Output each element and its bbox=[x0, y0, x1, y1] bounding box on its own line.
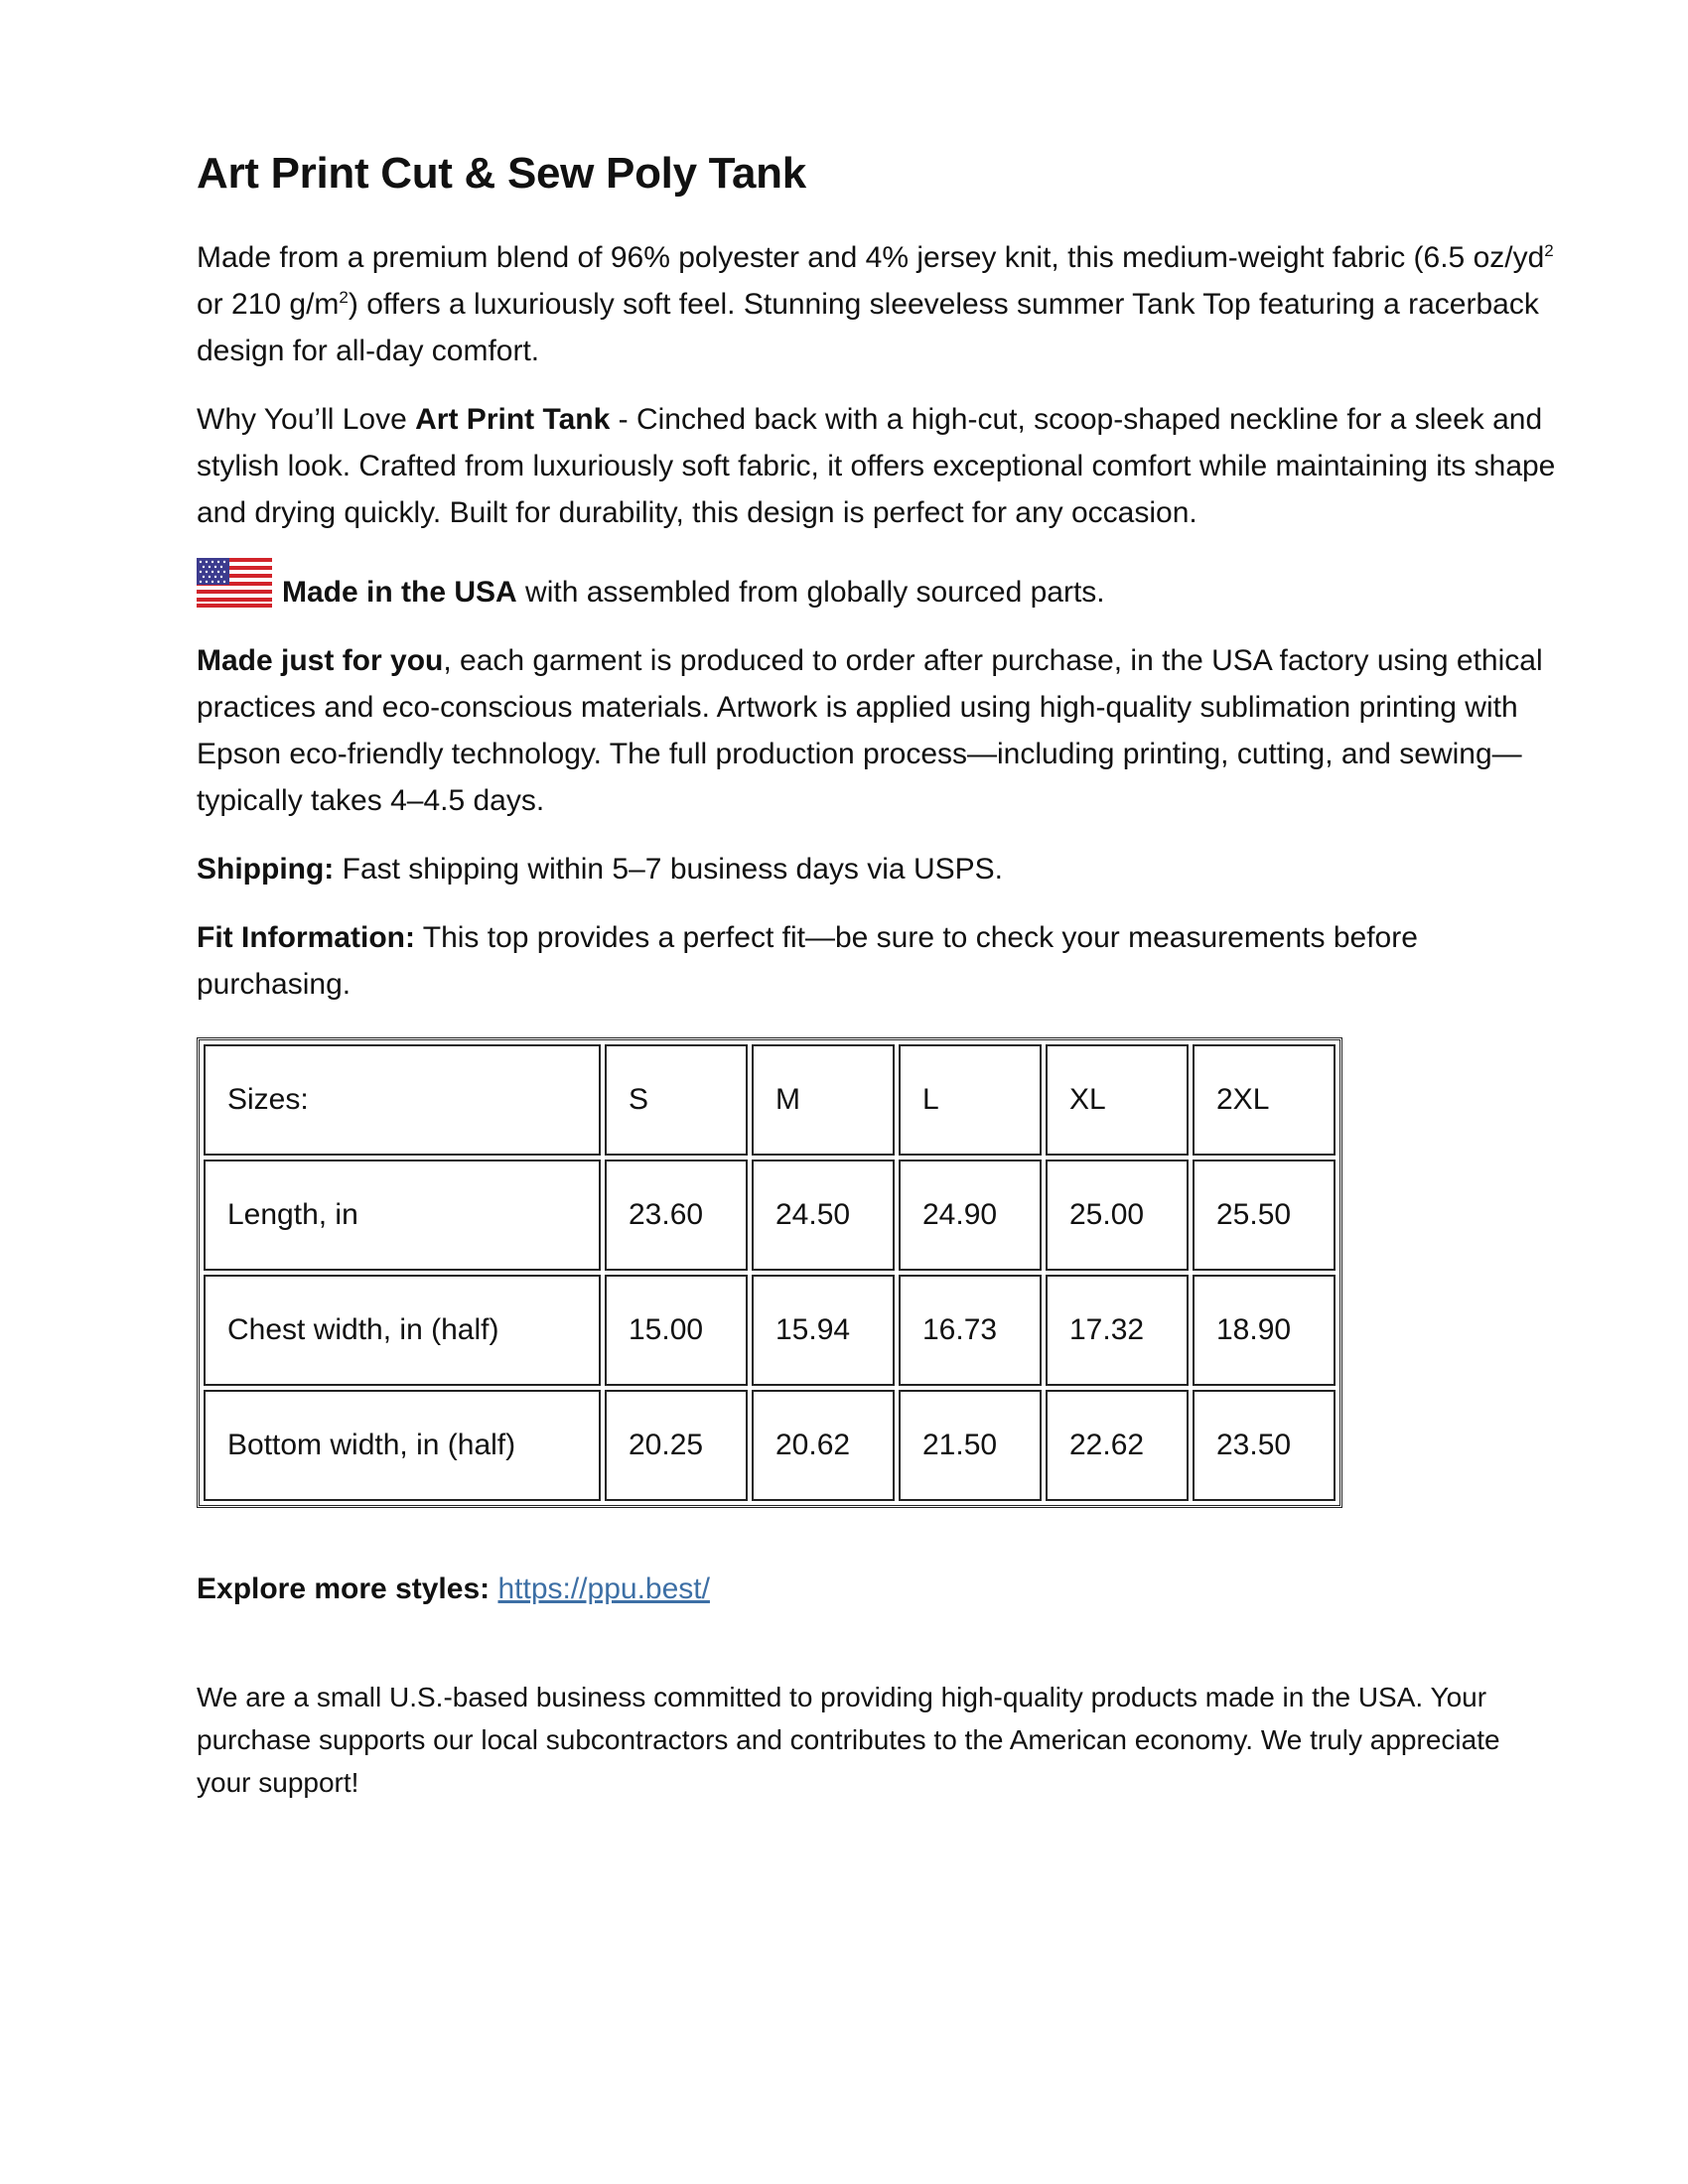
table-cell: 20.25 bbox=[605, 1390, 748, 1501]
shipping-paragraph bbox=[197, 846, 1557, 892]
table-cell: 16.73 bbox=[899, 1275, 1042, 1386]
fit-text: This top provides a perfect fit—be sure to check your measurements before purchasing. bbox=[197, 921, 1418, 1001]
table-cell: 23.50 bbox=[1193, 1390, 1336, 1501]
shipping-label: Shipping: bbox=[197, 853, 335, 886]
intro-text-1: Made from a premium blend of 96% polyester and 4% jersey knit, this medium-weight fabric (6.5 oz/yd bbox=[197, 241, 1545, 274]
table-cell: 25.00 bbox=[1046, 1160, 1189, 1271]
table-cell: 2XL bbox=[1193, 1044, 1336, 1156]
table-cell: 25.50 bbox=[1193, 1160, 1336, 1271]
table-cell: 15.00 bbox=[605, 1275, 748, 1386]
made-for-you-paragraph bbox=[197, 637, 1557, 824]
table-cell: 18.90 bbox=[1193, 1275, 1336, 1386]
table-cell: 22.62 bbox=[1046, 1390, 1189, 1501]
intro-text-3: ) offers a luxuriously soft feel. Stunning sleeveless summer Tank Top featuring a racerback design for all-day comfort. bbox=[197, 288, 1539, 367]
table-cell: Length, in bbox=[204, 1160, 601, 1271]
product-description bbox=[197, 149, 1557, 1826]
page-title: Art Print Cut & Sew Poly Tank bbox=[197, 149, 806, 198]
usa-text: with assembled from globally sourced parts. bbox=[516, 576, 1105, 609]
table-cell: 15.94 bbox=[752, 1275, 895, 1386]
intro-text-2: or 210 g/m bbox=[197, 288, 340, 321]
intro-sup-1: 2 bbox=[1544, 241, 1554, 260]
us-flag-icon bbox=[197, 558, 272, 608]
table-row bbox=[204, 1275, 1336, 1386]
table-cell: Chest width, in (half) bbox=[204, 1275, 601, 1386]
made-for-you-text: , each garment is produced to order after purchase, in the USA factory using ethical practices and eco-conscious materials. Artwork is applied using high-quality sublimation printing with Epson eco-friendly technology. The full production process—including printing, cutting, and sewing—typically takes 4–4.5 days. bbox=[197, 644, 1543, 817]
table-row bbox=[204, 1044, 1336, 1156]
table-cell: 21.50 bbox=[899, 1390, 1042, 1501]
table-cell: Sizes: bbox=[204, 1044, 601, 1156]
table-cell: S bbox=[605, 1044, 748, 1156]
size-chart-table bbox=[197, 1037, 1342, 1508]
usa-text-wrap bbox=[282, 569, 1105, 615]
table-cell: M bbox=[752, 1044, 895, 1156]
explore-paragraph bbox=[197, 1566, 1557, 1612]
usa-bold: Made in the USA bbox=[282, 576, 517, 609]
table-row bbox=[204, 1390, 1336, 1501]
table-cell: 24.50 bbox=[752, 1160, 895, 1271]
table-cell: L bbox=[899, 1044, 1042, 1156]
table-cell: 24.90 bbox=[899, 1160, 1042, 1271]
table-row bbox=[204, 1160, 1336, 1271]
usa-paragraph bbox=[197, 558, 1557, 615]
explore-label: Explore more styles: bbox=[197, 1572, 491, 1605]
why-product-name: Art Print Tank bbox=[415, 403, 611, 436]
fit-label: Fit Information: bbox=[197, 921, 415, 954]
made-for-you-bold: Made just for you bbox=[197, 644, 444, 677]
closing-paragraph: We are a small U.S.-based business committed to providing high-quality products made in the USA. Your purchase supports our local subcontractors and contributes to the American economy. We truly appreciate your support! bbox=[197, 1682, 1500, 1798]
explore-link[interactable]: https://ppu.best/ bbox=[497, 1572, 710, 1605]
table-cell: 17.32 bbox=[1046, 1275, 1189, 1386]
intro-paragraph bbox=[197, 234, 1557, 374]
why-paragraph bbox=[197, 396, 1557, 536]
table-cell: Bottom width, in (half) bbox=[204, 1390, 601, 1501]
fit-paragraph bbox=[197, 914, 1557, 1008]
table-cell: 23.60 bbox=[605, 1160, 748, 1271]
shipping-text: Fast shipping within 5–7 business days via USPS. bbox=[334, 853, 1003, 886]
why-text: - Cinched back with a high-cut, scoop-shaped neckline for a sleek and stylish look. Crafted from luxuriously soft fabric, it offers exceptional comfort while maintaining its shape and drying quickly. Built for durability, this design is perfect for any occasion. bbox=[197, 403, 1556, 529]
table-cell: XL bbox=[1046, 1044, 1189, 1156]
table-cell: 20.62 bbox=[752, 1390, 895, 1501]
intro-sup-2: 2 bbox=[339, 288, 349, 307]
why-lead: Why You’ll Love bbox=[197, 403, 416, 436]
